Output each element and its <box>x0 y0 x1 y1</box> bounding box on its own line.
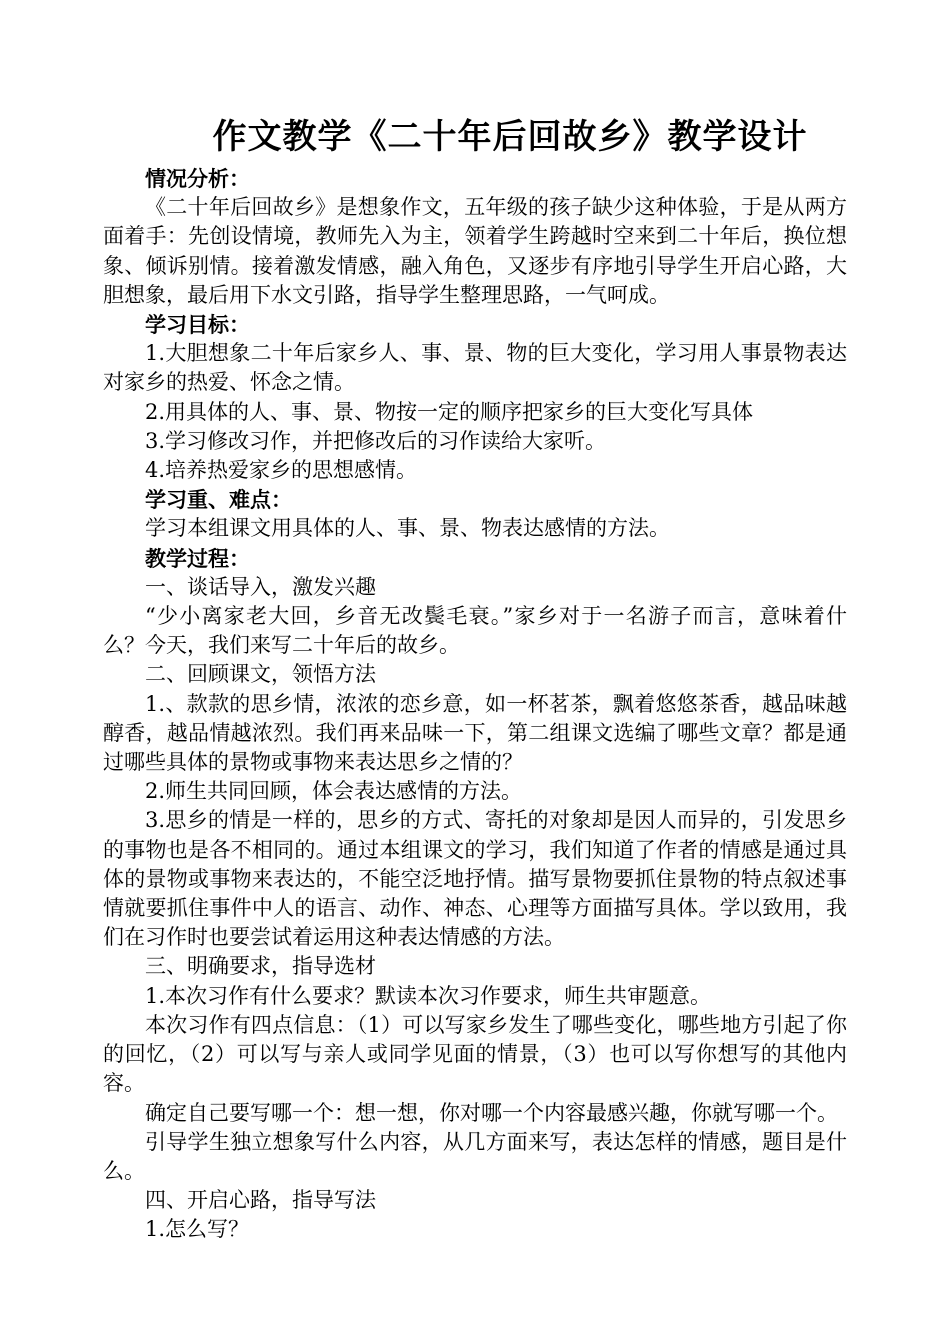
section-heading-goals: 学习目标： <box>145 312 250 338</box>
step-heading-3: 三、明确要求，指导选材 <box>145 954 376 979</box>
paragraph-situation: 《二十年后回故乡》是想象作文，五年级的孩子缺少这种体验，于是从两方面着手：先创设情境，教师先入为主，领着学生跨越时空来到二十年后，换位想象、倾诉别情。接着激发情感，融入角色，又逐步有序地引导学生开启心路，大胆想象，最后用下水文引路，指导学生整理思路，一气呵成。 <box>103 195 847 307</box>
goal-item-4: 4.培养热爱家乡的思想感情。 <box>145 458 418 483</box>
paragraph-requirements-choose: 确定自己要写哪一个：想一想，你对哪一个内容最感兴趣，你就写哪一个。 <box>145 1100 838 1125</box>
step-heading-2: 二、回顾课文，领悟方法 <box>145 662 376 687</box>
paragraph-review-1: 1.、款款的思乡情，浓浓的恋乡意，如一杯茗茶，飘着悠悠茶香，越品味越醇香，越品情越浓烈。我们再来品味一下，第二组课文选编了哪些文章？都是通过哪些具体的景物或事物来表达思乡之情的？ <box>103 691 847 775</box>
paragraph-intro-poem: “少小离家老大回，乡音无改鬓毛衰。”家乡对于一名游子而言，意味着什么？今天，我们来写二十年后的故乡。 <box>103 604 847 658</box>
paragraph-key-points: 学习本组课文用具体的人、事、景、物表达感情的方法。 <box>145 516 670 541</box>
step-heading-4: 四、开启心路，指导写法 <box>145 1188 376 1213</box>
step-heading-1: 一、谈话导入，激发兴趣 <box>145 574 376 599</box>
document-body <box>103 164 847 1245</box>
paragraph-review-3: 3.思乡的情是一样的，思乡的方式、寄托的对象却是因人而异的，引发思乡的事物也是各不相同的。通过本组课文的学习，我们知道了作者的情感是通过具体的景物或事物来表达的，不能空泛地抒情。描写景物要抓住景物的特点叙述事情就要抓住事件中人的语言、动作、神态、心理等方面描写具体。学以致用，我们在习作时也要尝试着运用这种表达情感的方法。 <box>103 808 847 950</box>
paragraph-requirements-1: 1.本次习作有什么要求？默读本次习作要求，师生共审题意。 <box>145 983 712 1008</box>
paragraph-how-to-write: 1.怎么写？ <box>145 1217 250 1242</box>
paragraph-requirements-info: 本次习作有四点信息：（1）可以写家乡发生了哪些变化，哪些地方引起了你的回忆，（2）可以写与亲人或同学见面的情景，（3）也可以写你想写的其他内容。 <box>103 1012 847 1096</box>
section-heading-key-points: 学习重、难点： <box>145 487 292 513</box>
goal-item-3: 3.学习修改习作，并把修改后的习作读给大家听。 <box>145 428 607 453</box>
goal-item-1: 1.大胆想象二十年后家乡人、事、景、物的巨大变化，学习用人事景物表达对家乡的热爱、怀念之情。 <box>103 341 847 395</box>
document-title: 作文教学《二十年后回故乡》教学设计 <box>212 117 808 157</box>
paragraph-review-2: 2.师生共同回顾，体会表达感情的方法。 <box>145 779 523 804</box>
paragraph-requirements-guide: 引导学生独立想象写什么内容，从几方面来写，表达怎样的情感，题目是什么。 <box>103 1129 847 1183</box>
section-heading-process: 教学过程： <box>145 545 250 571</box>
goal-item-2: 2.用具体的人、事、景、物按一定的顺序把家乡的巨大变化写具体 <box>145 399 754 424</box>
section-heading-situation: 情况分析： <box>145 166 250 191</box>
